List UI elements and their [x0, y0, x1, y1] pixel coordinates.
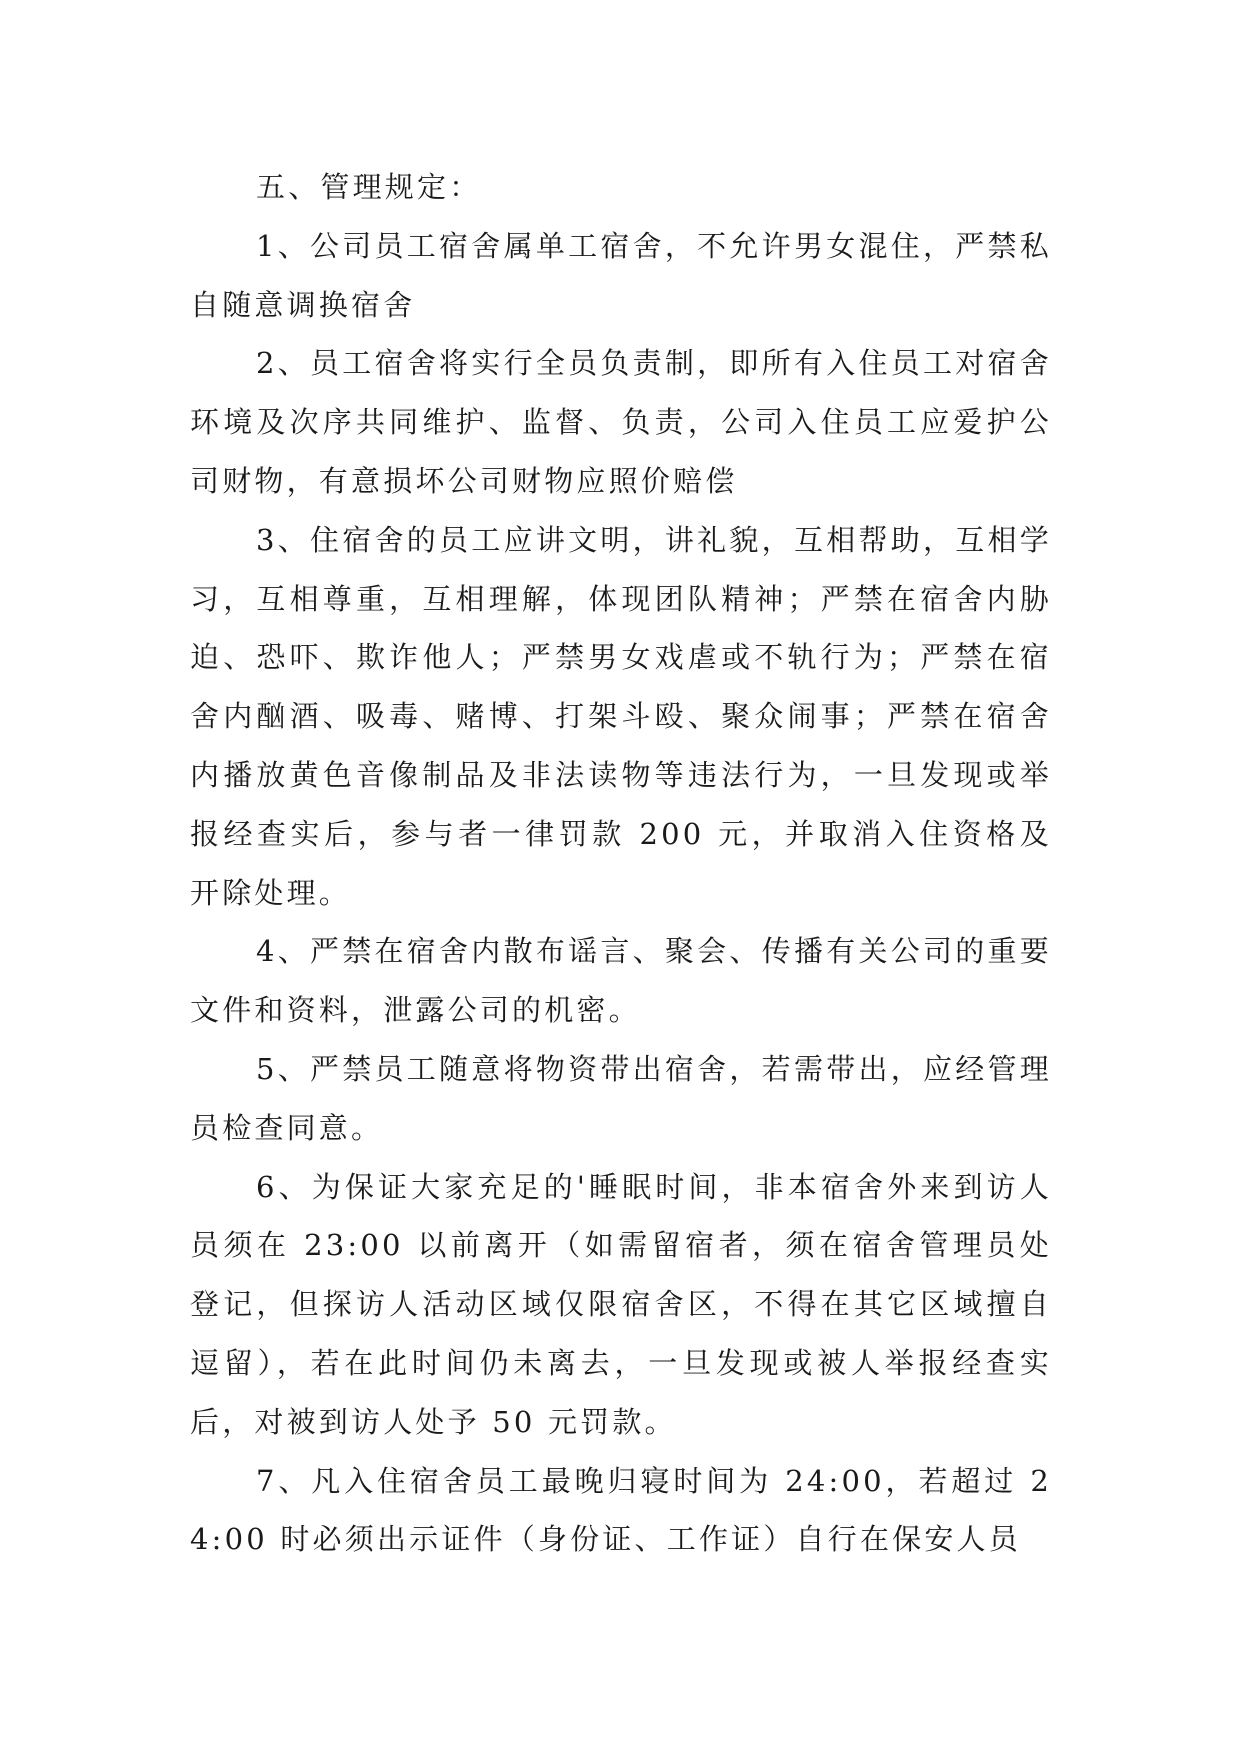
rule-paragraph-7: 7、凡入住宿舍员工最晚归寝时间为 24:00，若超过 24:00 时必须出示证件（身份证、工作证）自行在保安人员	[190, 1463, 1052, 1557]
rule-paragraph-5: 5、严禁员工随意将物资带出宿舍，若需带出，应经管理员检查同意。	[190, 1051, 1052, 1145]
rule-paragraph-1: 1、公司员工宿舍属单工宿舍，不允许男女混住，严禁私自随意调换宿舍	[190, 228, 1052, 322]
rule-paragraph-2: 2、员工宿舍将实行全员负责制，即所有入住员工对宿舍环境及次序共同维护、监督、负责，公司入住员工应爱护公司财物，有意损坏公司财物应照价赔偿	[190, 346, 1052, 498]
section-heading: 五、管理规定：	[256, 170, 482, 204]
document-body	[190, 158, 1052, 1569]
rule-paragraph-3: 3、住宿舍的员工应讲文明，讲礼貌，互相帮助，互相学习，互相尊重，互相理解，体现团队精神；严禁在宿舍内胁迫、恐吓、欺诈他人；严禁男女戏虐或不轨行为；严禁在宿舍内酗酒、吸毒、赌博、打架斗殴、聚众闹事；严禁在宿舍内播放黄色音像制品及非法读物等违法行为，一旦发现或举报经查实后，参与者一律罚款 200 元，并取消入住资格及开除处理。	[190, 522, 1052, 910]
rule-paragraph-6: 6、为保证大家充足的'睡眠时间，非本宿舍外来到访人员须在 23:00 以前离开（如需留宿者，须在宿舍管理员处登记，但探访人活动区域仅限宿舍区，不得在其它区域擅自逗留），若在此时间仍未离去，一旦发现或被人举报经查实后，对被到访人处予 50 元罚款。	[190, 1169, 1052, 1439]
rule-paragraph-4: 4、严禁在宿舍内散布谣言、聚会、传播有关公司的重要文件和资料，泄露公司的机密。	[190, 934, 1052, 1028]
